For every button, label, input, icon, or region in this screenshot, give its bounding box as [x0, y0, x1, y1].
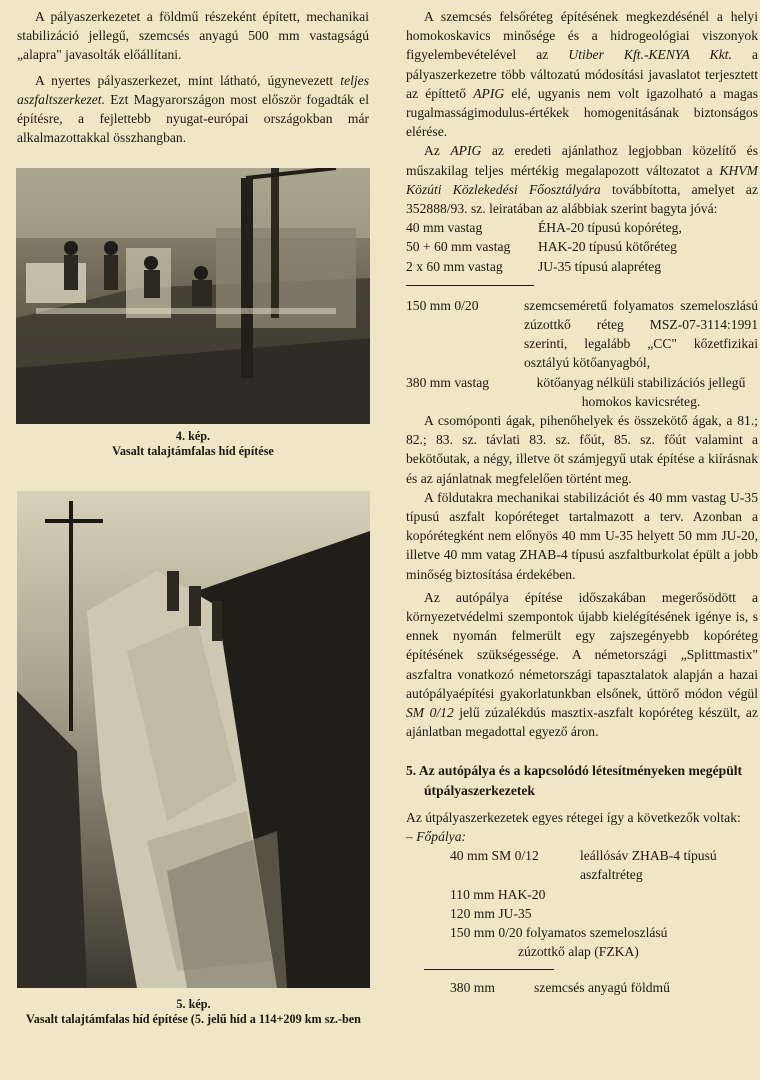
paragraph: Az autópálya építése időszakában megerősödött a környezetvédelmi szempontok újabb kielégítésének igénye is, s ennek nyomán felmerült egy zajszegényebb kopóréteg építésének szükségessége. A németországi „Splittmastix" aszfaltra vonatkozó németországi tapasztalatok alapján a hazai autópályaépítési gyakorlatunkban elsőnek, úttörő módon végül SM 0/12 jelű zúzalékdús masztix-aszfalt kopóréteg készült, az ajánlatban megadottal egyező áron.: [406, 589, 758, 740]
photo-5-image: [17, 491, 370, 988]
paragraph: A csomóponti ágak, pihenőhelyek és összekötő ágak, a 81.; 82.; 83. sz. távlati 83. sz. főút, 85. sz. főút valamint a bekötőutak, a négy, illetve öt számjegyű utak építése a kiírásnak és az ajánlatnak megfelelően történt meg.: [406, 413, 758, 486]
divider: [406, 285, 534, 286]
paragraph: A pályaszerkezetet a földmű részeként épített, mechanikai stabilizáció jellegű, szemcsés anyagú 500 mm vastagságú „alapra" javasolták előállítani.: [17, 9, 369, 63]
paragraph: Az útpályaszerkezetek egyes rétegei így a következők voltak:: [406, 809, 741, 825]
right-text: [406, 7, 758, 998]
layer-row: 110 mm HAK-20: [450, 886, 546, 902]
section-heading: 5. Az autópálya és a kapcsolódó létesítményeken megépült útpályaszerkezetek: [406, 763, 743, 798]
fopalya-label: – Főpálya:: [406, 829, 467, 845]
layer-row: 120 mm JU-35: [450, 905, 532, 921]
figure-4-caption: 4. kép. Vasalt talajtámfalas híd építése: [112, 429, 274, 458]
layer-row: 2 x 60 mm vastag JU-35 típusú alapréteg: [406, 258, 662, 274]
layer-row: zúzottkő alap (FZKA): [518, 944, 639, 960]
paragraph: Az APIG az eredeti ajánlathoz legjobban közelítő és műszakilag teljes mértékig megalapozott változatot a KHVM Közúti Közlekedési Főosztályára továbbította, amelyet az 352888/93. sz. leiratában az alábbiak szerint bagyta jóvá:: [406, 143, 758, 217]
left-text-top: [17, 7, 369, 147]
layer-list-2: [406, 846, 758, 961]
layer-row: 40 mm vastag ÉHA-20 típusú kopóréteg,: [406, 220, 682, 236]
paragraph: A nyertes pályaszerkezet, mint látható, úgynevezett teljes aszfaltszerkezet. Ezt Magyarországon most először fogadták el építésre, a fejlettebb nyugat-európai országokban már alkalmazottakkal összhangban.: [17, 72, 369, 146]
layer-row: 40 mm SM 0/12 leállósáv ZHAB-4 típusú: [450, 848, 717, 864]
layer-list-1: [406, 218, 758, 276]
layer-150: 150 mm 0/20 szemcseméretű folyamatos szemeloszlású zúzottkő réteg MSZ-07-3114:1991 szerinti, legalább „CC" kőzetfizikai osztályú kötőanyagból,: [406, 297, 758, 371]
layer-row: 50 + 60 mm vastag HAK-20 típusú kötőréteg: [406, 239, 677, 255]
layer-380: 380 mm vastag kötőanyag nélküli stabilizációs jellegű homokos kavicsréteg.: [406, 374, 746, 409]
paragraph: A földutakra mechanikai stabilizációt és 40 mm vastag U-35 típusú aszfalt kopóréteget tartalmazott a terv. Azonban a kopórétegként nem előnyös 40 mm U-35 helyett 50 mm JU-20, illetve 40 mm vatag ZHAB-4 típusú aszfaltburkolat épült a jobb minőség biztosítása érdekében.: [406, 489, 758, 582]
photo-4-image: [16, 168, 370, 424]
photo-5-retaining-wall: [17, 491, 370, 988]
layer-row: 150 mm 0/20 folyamatos szemeloszlású: [450, 925, 668, 941]
layer-row: aszfaltréteg: [580, 867, 643, 883]
photo-4-bridge-construction: [16, 168, 370, 424]
figure-5-caption: 5. kép. Vasalt talajtámfalas híd építése (5. jelű híd a 114+209 km sz.-ben: [26, 997, 361, 1026]
divider: [424, 969, 554, 970]
layer-row: 380 mm szemcsés anyagú földmű: [450, 980, 670, 996]
paragraph: A szemcsés felsőréteg építésének megkezdésénél a helyi homokoskavics minősége és a hidrogeológiai viszonyok figyelembevételével az Utiber Kft.-KENYA Kkt. a pályaszerkezetre több változatú módosítási javaslatot terjesztett az építtető APIG elé, ugyanis nem volt igazolható a magas rugalmasságimodulus-értékek homogenitásának biztonságos elérése.: [406, 9, 759, 140]
